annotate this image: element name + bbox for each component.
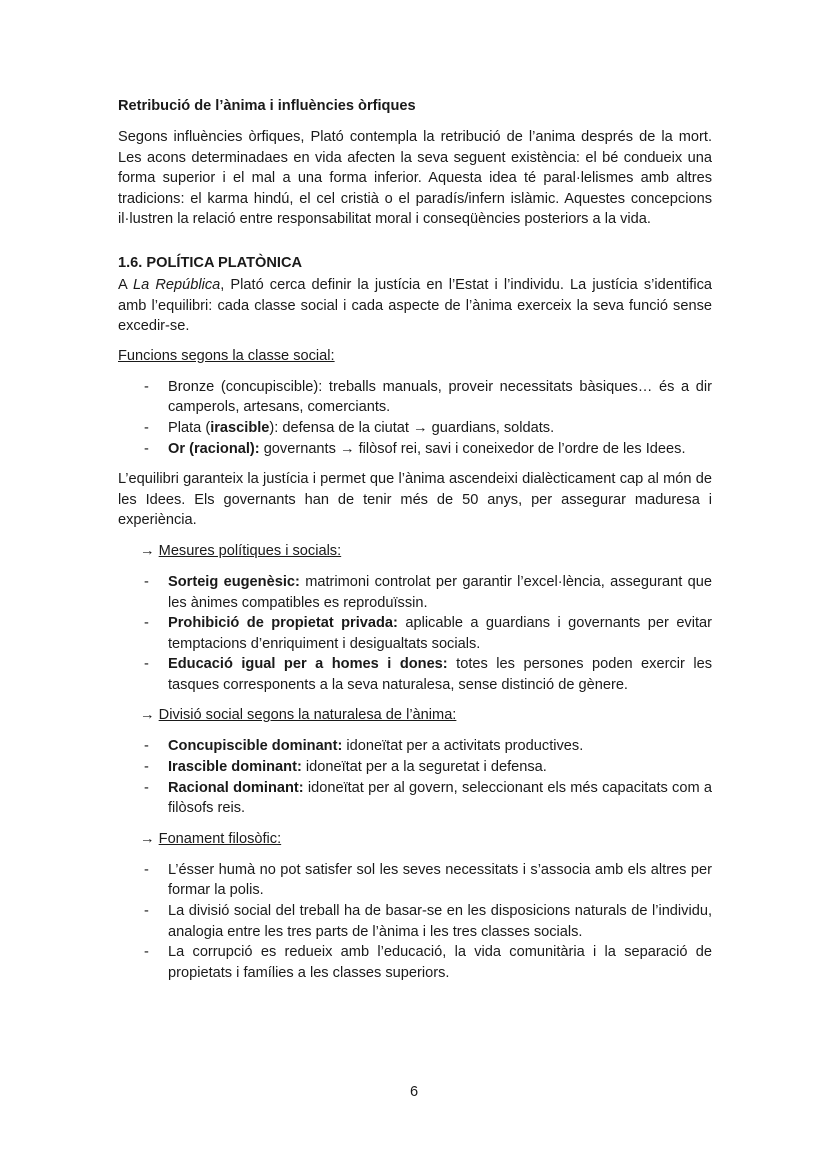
list-item: - La divisió social del treball ha de basar-se en les disposicions naturals de l’individu, analogia entre les tres parts de l’ànima i les tres classes socials.: [144, 903, 712, 940]
list-item: - Bronze (concupiscible): treballs manuals, proveir necessitats bàsiques… és a dir camperols, artesans, comerciants.: [144, 378, 712, 416]
list-item: - Sorteig eugenèsic: matrimoni controlat per garantir l’excel·lència, assegurant que les ànimes compatibles es reproduïssin.: [144, 573, 712, 611]
divisio-heading: → Divisió social segons la naturalesa de l’ànima:: [140, 707, 457, 724]
intro-rest: , Plató cerca definir la justícia en l’Estat i l’individu. La justícia s’identifica amb l’equilibri: cada classe social i cada aspecte de l’ànima exerceix la seva funció sense excedir-se.: [118, 276, 712, 335]
list-item: - Concupiscible dominant: idoneïtat per a activitats productives.: [144, 738, 584, 755]
mesures-heading: → Mesures polítiques i socials:: [140, 542, 342, 559]
funcions-heading: Funcions segons la classe social:: [118, 347, 335, 364]
section-heading-retribucio: Retribució de l’ànima i influències òrfiques: [118, 98, 416, 114]
mesures-list: [118, 572, 712, 696]
fonament-heading: → Fonament filosòfic:: [140, 830, 282, 847]
list-item: - Educació igual per a homes i dones: totes les persones poden exercir les tasques corresponents a la seva naturalesa, sense distinció de gènere.: [144, 656, 712, 693]
intro-italic-title: La República: [133, 276, 221, 293]
fonament-list: [118, 860, 712, 984]
paragraph-intro: [118, 275, 712, 337]
paragraph-equilibri: L’equilibri garanteix la justícia i permet que l’ànima ascendeixi dialècticament cap al món de les Idees. Els governants han de tenir més de 50 anys, per assegurar maduresa i experiència.: [118, 471, 712, 529]
divisio-list: [118, 736, 712, 818]
page-number: 6: [409, 1084, 419, 1100]
list-item: - Prohibició de propietat privada: aplicable a guardians i governants per evitar temptacions d’enriquiment i desigualtats socials.: [144, 615, 713, 652]
list-item: - Plata (irascible): defensa de la ciutat → guardians, soldats.: [144, 419, 555, 436]
document-page: [118, 96, 712, 983]
list-item: - Irascible dominant: idoneïtat per a la seguretat i defensa.: [144, 759, 547, 776]
list-item: - Racional dominant: idoneïtat per al govern, seleccionant els més capacitats com a filòsofs reis.: [144, 779, 712, 817]
paragraph-retribucio: Segons influències òrfiques, Plató contempla la retribució de l’anima després de la mort. Les acons determinadaes en vida afecten la seva seguent existència: el bé condueix una forma superior i el mal a una forma inferior. Aquesta idea té paral·lelismes amb altres tradicions: el karma hindú, el cel cristià o el paradís/infern islàmic. Aquestes concepcions il·lustren la relació entre responsabilitat moral i conseqüències posteriors a la vida.: [118, 129, 712, 228]
list-item: - Or (racional): governants → filòsof rei, savi i coneixedor de l’ordre de les Idees.: [144, 440, 686, 457]
section-heading-politica: 1.6. POLÍTICA PLATÒNICA: [118, 254, 303, 271]
list-item: - L’ésser humà no pot satisfer sol les seves necessitats i s’associa amb els altres per formar la polis.: [144, 861, 712, 899]
intro-prefix: A: [118, 276, 134, 293]
classes-list: [118, 377, 712, 459]
list-item: - La corrupció es redueix amb l’educació, la vida comunitària i la separació de propietats i famílies a les classes superiors.: [144, 944, 712, 981]
